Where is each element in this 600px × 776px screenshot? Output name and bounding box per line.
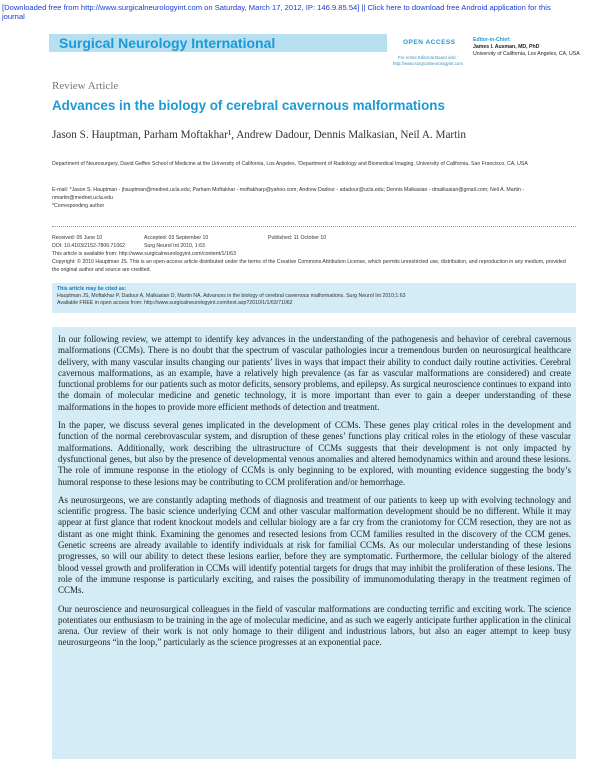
corresponding-author-note: *Corresponding author xyxy=(52,203,105,209)
copyright-block xyxy=(52,250,572,274)
author-list: Jason S. Hauptman, Parham Moftakhar¹, Andrew Dadour, Dennis Malkasian, Neil A. Martin xyxy=(52,129,466,141)
editor-title: Editor-in-Chief: xyxy=(473,37,511,43)
body-paragraph-1: In our following review, we attempt to identify key advances in the understanding of the pathogenesis and behavior of cerebral cavernous malformations (CCMs). There is no doubt that the spectrum of vascular pathologies incur a tremendous burden on neurosurgical healthcare delivery, with many vascular insults changing our patients’ lives in ways that impact their ability to conduct daily routine activities. Cerebral cavernous malformations, as an example, have a relatively high prevalence (as far as vascular malformations are considered) and create functional problems for our patients such as motor deficits, sensory problems, and epilepsy. As surgical neuroscience continues to expand into the domain of molecular medicine and genetic technology, it is more important than ever to gain a deeper understanding of these malformations in the hopes to provide more efficient methods of detection and treatment. xyxy=(58,334,571,412)
editor-affiliation: University of California, Los Angeles, CA, USA xyxy=(473,50,580,57)
author-emails xyxy=(52,186,572,210)
download-banner[interactable] xyxy=(0,0,600,26)
article-body xyxy=(58,334,571,656)
citation-label: This article may be cited as: xyxy=(57,286,127,292)
journal-title: Surgical Neurology International xyxy=(59,35,276,51)
doi: DOI: 10.4103/2152-7806.71062 xyxy=(52,243,125,249)
free-access-link[interactable]: Available FREE in open access from: http://www.surgicalneurologyint.com/text.asp?2010/1/1/63/71062 xyxy=(57,300,293,307)
editorial-board-link[interactable]: For entire Editorial Board visit : http://www.surgicalneurologyint.com xyxy=(392,55,464,66)
copyright-text: Copyright: © 2010 Hauptman JS. This is an open-access article distributed under the terms of the Creative Commons Attribution License, which permits unrestricted use, distribution, and reproduction in any medium, provided the original author and source are credited. xyxy=(52,259,566,273)
available-from[interactable]: This article is available from: http://www.surgicalneurologyint.com/content/1/1/63 xyxy=(52,251,236,257)
download-banner-line2[interactable]: journal xyxy=(2,12,25,21)
article-dates xyxy=(52,234,572,250)
divider xyxy=(52,226,576,227)
body-paragraph-2: In the paper, we discuss several genes implicated in the development of CCMs. These genes play critical roles in the development and function of the normal cerebrovascular system, and disruption of these genes’ functions play critical roles in the etiology of these vascular malformations. Additionally, work describing the ultrastructure of CCMs suggests that their development is not only impacted by dysfunctional genes, but also by the presence of developmental venous anomalies and altered hemodynamics within and around these lesions. The role of immune response in the etiology of CCMs is only beginning to be explored, with mounting evidence suggesting the body’s humoral response to these lesions may be contributing to CCM proliferation and/or hemorrhage. xyxy=(58,420,571,487)
body-paragraph-4: Our neuroscience and neurosurgical colleagues in the field of vascular malformations are conducting terrific and exciting work. The science potentiates our enthusiasm to be training in the age of molecular medicine, and as such we eagerly anticipate further application in the clinical arena. Our review of their work is not only homage to their diligent and industrious labors, but also an eager attempt to keep busy neurosurgeons “in the loop,” particularly as the science progresses at an exponential pace. xyxy=(58,603,571,648)
editor-name: James I. Ausman, MD, PhD xyxy=(473,43,540,50)
citation-text: Hauptman JS, Moftakhar P, Dadour A, Malkasian D, Martin NA. Advances in the biology of cerebral cavernous malformations. Surg Neurol Int 2010;1:63 xyxy=(57,293,406,300)
open-access-label: OPEN ACCESS xyxy=(403,39,456,46)
body-paragraph-3: As neurosurgeons, we are constantly adapting methods of diagnosis and treatment of our patients to keep up with evolving technology and scientific progress. The basic science underlying CCM and other vascular malformation development should be no different. While it may appear at first glance that rodent knockout models and cellular biology are a far cry from the craniotomy for CCM resection, they are not as distant as one might think. Examining the genomes and resected lesions from CCM families resulted in the discovery of the CCM genes. Genetic screens are already available to identify individuals at risk for familial CCMs. As our molecular understanding of these lesions progresses, so will our ability to detect these lesions earlier, before they are symptomatic. Furthermore, the cellular biology of the altered blood vessel growth and proliferation in CCMs will identify potential targets for drugs that may inhibit the proliferation of these lesions. The role of the immune response is particularly exciting, and raises the possibility of immunomodulating therapy in the treatment regimen of CCMs. xyxy=(58,494,571,596)
editor-in-chief xyxy=(473,37,588,57)
article-title: Advances in the biology of cerebral cavernous malformations xyxy=(52,98,445,113)
accepted-date: Accepted: 03 September 10 xyxy=(144,235,209,241)
article-type: Review Article xyxy=(52,80,119,92)
citation-box xyxy=(52,283,576,313)
download-banner-line1[interactable]: [Downloaded free from http://www.surgicalneurologyint.com on Saturday, March 17, 2012, IP: 146.9.85.54] || Click here to download free Android application for this xyxy=(2,3,551,12)
received-date: Received: 05 June 10 xyxy=(52,235,103,241)
journal-reference: Surg Neurol Int 2010, 1:63 xyxy=(144,243,205,249)
published-date: Published: 11 October 10 xyxy=(268,235,327,241)
email-list: E-mail: *Jason S. Hauptman - jhauptman@mednet.ucla.edu; Parham Moftakhar - moftakharp@yahoo.com; Andrew Dadour - adadour@ucla.edu; Dennis Malkasian - dmalkasian@gmail.com; Neil A. Martin - nmartin@mednet.ucla.edu xyxy=(52,187,525,201)
affiliation: Department of Neurosurgery, David Geffen School of Medicine at the University of California, Los Angeles, ¹Department of Radiology and Biomedical Imaging, University of California, San Francisco, CA, USA xyxy=(52,161,528,167)
